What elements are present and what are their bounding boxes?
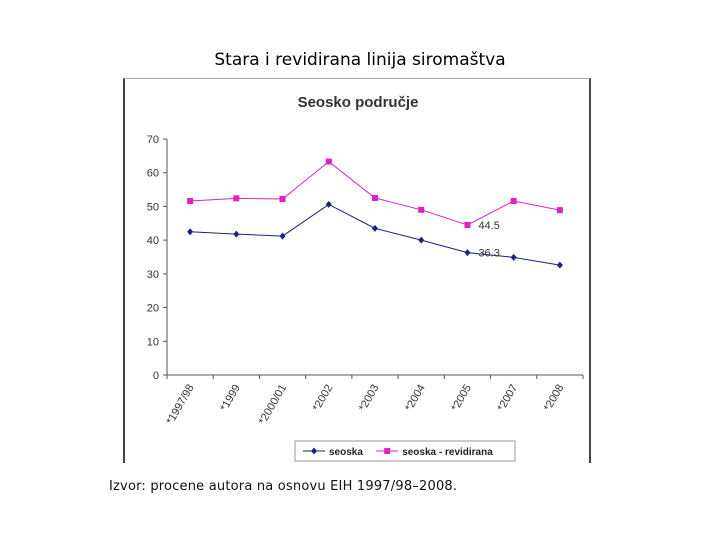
line-chart xyxy=(125,79,591,464)
chart-legend xyxy=(295,441,515,461)
data-label: 36.3 xyxy=(478,247,500,260)
x-tick-label: *1999 xyxy=(218,382,243,414)
data-point xyxy=(511,254,517,261)
chart-axes xyxy=(147,134,583,427)
slide-title: Stara i revidirana linija siromaštva xyxy=(214,50,506,70)
series-seoska xyxy=(187,201,563,269)
data-point xyxy=(557,207,563,213)
data-point xyxy=(280,233,286,240)
series-layer xyxy=(187,159,563,269)
y-tick-label: 50 xyxy=(146,201,159,214)
legend-label: seoska xyxy=(329,447,363,458)
data-point xyxy=(233,195,239,201)
x-tick-label: *1997/98 xyxy=(164,382,197,427)
x-tick-label: *2000/01 xyxy=(256,382,290,427)
data-point xyxy=(418,237,424,244)
source-note: Izvor: procene autora na osnovu EIH 1997/98–2008. xyxy=(109,479,458,494)
data-point xyxy=(187,228,193,235)
legend-label: seoska - revidirana xyxy=(402,447,493,458)
series-seoska-revidirana xyxy=(187,159,563,228)
data-point xyxy=(326,159,332,165)
x-tick-label: *2005 xyxy=(449,382,475,414)
data-point xyxy=(233,231,239,238)
data-point xyxy=(511,198,517,204)
data-point xyxy=(280,196,286,202)
y-tick-label: 60 xyxy=(146,167,159,180)
y-tick-label: 30 xyxy=(146,268,159,281)
y-tick-label: 70 xyxy=(146,134,159,146)
x-tick-label: *2003 xyxy=(356,382,382,414)
data-point xyxy=(464,222,470,228)
data-point xyxy=(372,225,378,232)
y-tick-label: 20 xyxy=(146,302,159,315)
data-point xyxy=(384,448,390,454)
data-point xyxy=(557,262,563,269)
y-tick-label: 0 xyxy=(152,370,159,382)
series-line xyxy=(190,204,560,265)
data-label: 44.5 xyxy=(478,219,500,232)
series-line xyxy=(190,162,560,225)
x-tick-label: *2007 xyxy=(495,382,521,414)
chart-frame xyxy=(123,78,591,463)
x-tick-label: *2002 xyxy=(310,382,336,414)
data-point xyxy=(464,249,470,256)
chart-title: Seosko područje xyxy=(297,94,419,111)
x-tick-label: *2004 xyxy=(403,382,428,414)
data-point xyxy=(326,201,332,208)
data-point xyxy=(418,207,424,213)
y-tick-label: 10 xyxy=(146,336,159,349)
data-point xyxy=(187,198,193,204)
y-tick-label: 40 xyxy=(146,235,159,248)
data-point xyxy=(372,195,378,201)
x-tick-label: *2008 xyxy=(541,382,567,414)
